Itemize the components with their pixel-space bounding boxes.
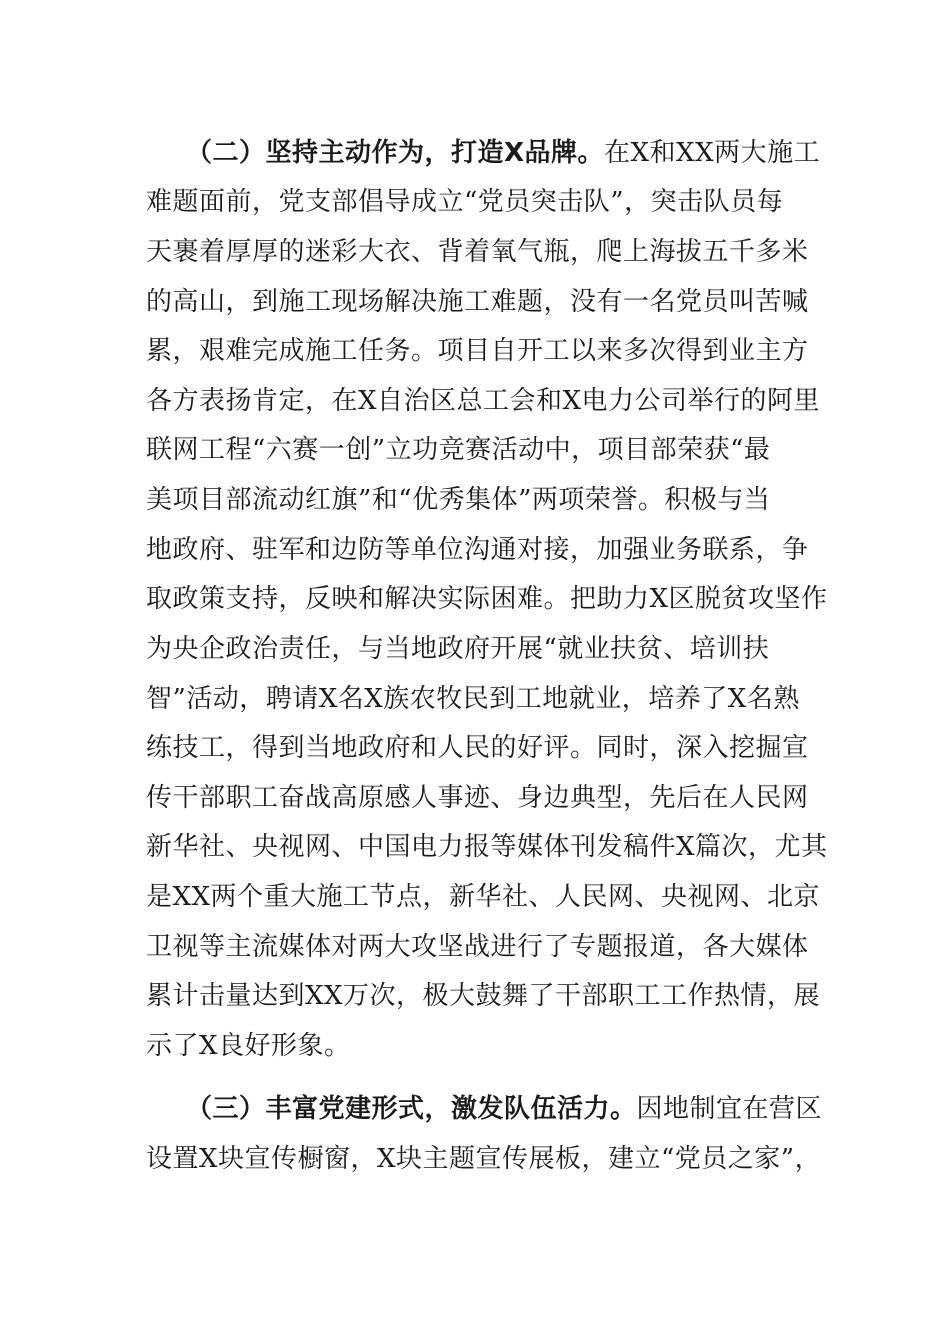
section-2-line-9: 取政策支持，反映和解决实际困难。把助力X区脱贫攻坚作 xyxy=(146,584,828,614)
section-2-line-12: 练技工，得到当地政府和人民的好评。同时，深入挖掘宣 xyxy=(146,733,809,763)
section-2-line-0: 在X和XX两大施工 xyxy=(604,138,821,168)
section-2-line-16: 卫视等主流媒体对两大攻坚战进行了专题报道，各大媒体 xyxy=(146,932,809,962)
section-2-line-14: 新华社、央视网、中国电力报等媒体刊发稿件X篇次，尤其 xyxy=(146,832,828,862)
section-2-line-8: 地政府、驻军和边防等单位沟通对接，加强业务联系，争 xyxy=(146,535,809,565)
section-3-line-0: 因地制宜在营区 xyxy=(636,1094,823,1124)
section-2-heading: （二）坚持主动作为，打造X品牌。 xyxy=(186,138,605,168)
section-3-heading: （三）丰富党建形式，激发队伍活力。 xyxy=(186,1094,637,1124)
section-2-first-line xyxy=(186,133,821,173)
section-2-line-1: 难题面前，党支部倡导成立“党员突击队”，突击队员每 xyxy=(146,187,784,217)
section-2-line-17: 累计击量达到XX万次，极大鼓舞了干部职工工作热情，展 xyxy=(146,981,821,1011)
section-2-line-10: 为央企政治责任，与当地政府开展“就业扶贫、培训扶 xyxy=(146,634,770,664)
section-2-line-11: 智”活动，聘请X名X族农牧民到工地就业，培养了X名熟 xyxy=(146,684,800,714)
section-2-line-15: 是XX两个重大施工节点，新华社、人民网、央视网、北京 xyxy=(146,882,821,912)
section-2-line-5: 各方表扬肯定，在X自治区总工会和X电力公司举行的阿里 xyxy=(146,386,821,416)
section-2-line-13: 传干部职工奋战高原感人事迹、身边典型，先后在人民网 xyxy=(146,783,809,813)
section-2-line-3: 的高山，到施工现场解决施工难题，没有一名党员叫苦喊 xyxy=(146,287,809,317)
section-2-line-18: 示了X良好形象。 xyxy=(146,1031,351,1061)
section-2-line-7: 美项目部流动红旗”和“优秀集体”两项荣誉。积极与当 xyxy=(146,485,771,515)
section-2-line-4: 累，艰难完成施工任务。项目自开工以来多次得到业主方 xyxy=(146,336,809,366)
section-2-line-2: 天裹着厚厚的迷彩大衣、背着氧气瓶，爬上海拔五千多米 xyxy=(146,237,809,267)
section-3-first-line xyxy=(186,1089,823,1129)
section-2-line-6: 联网工程“六赛一创”立功竞赛活动中，项目部荣获“最 xyxy=(146,435,771,465)
section-3-line-1: 设置X块宣传橱窗，X块主题宣传展板，建立“党员之家”， xyxy=(146,1144,822,1174)
